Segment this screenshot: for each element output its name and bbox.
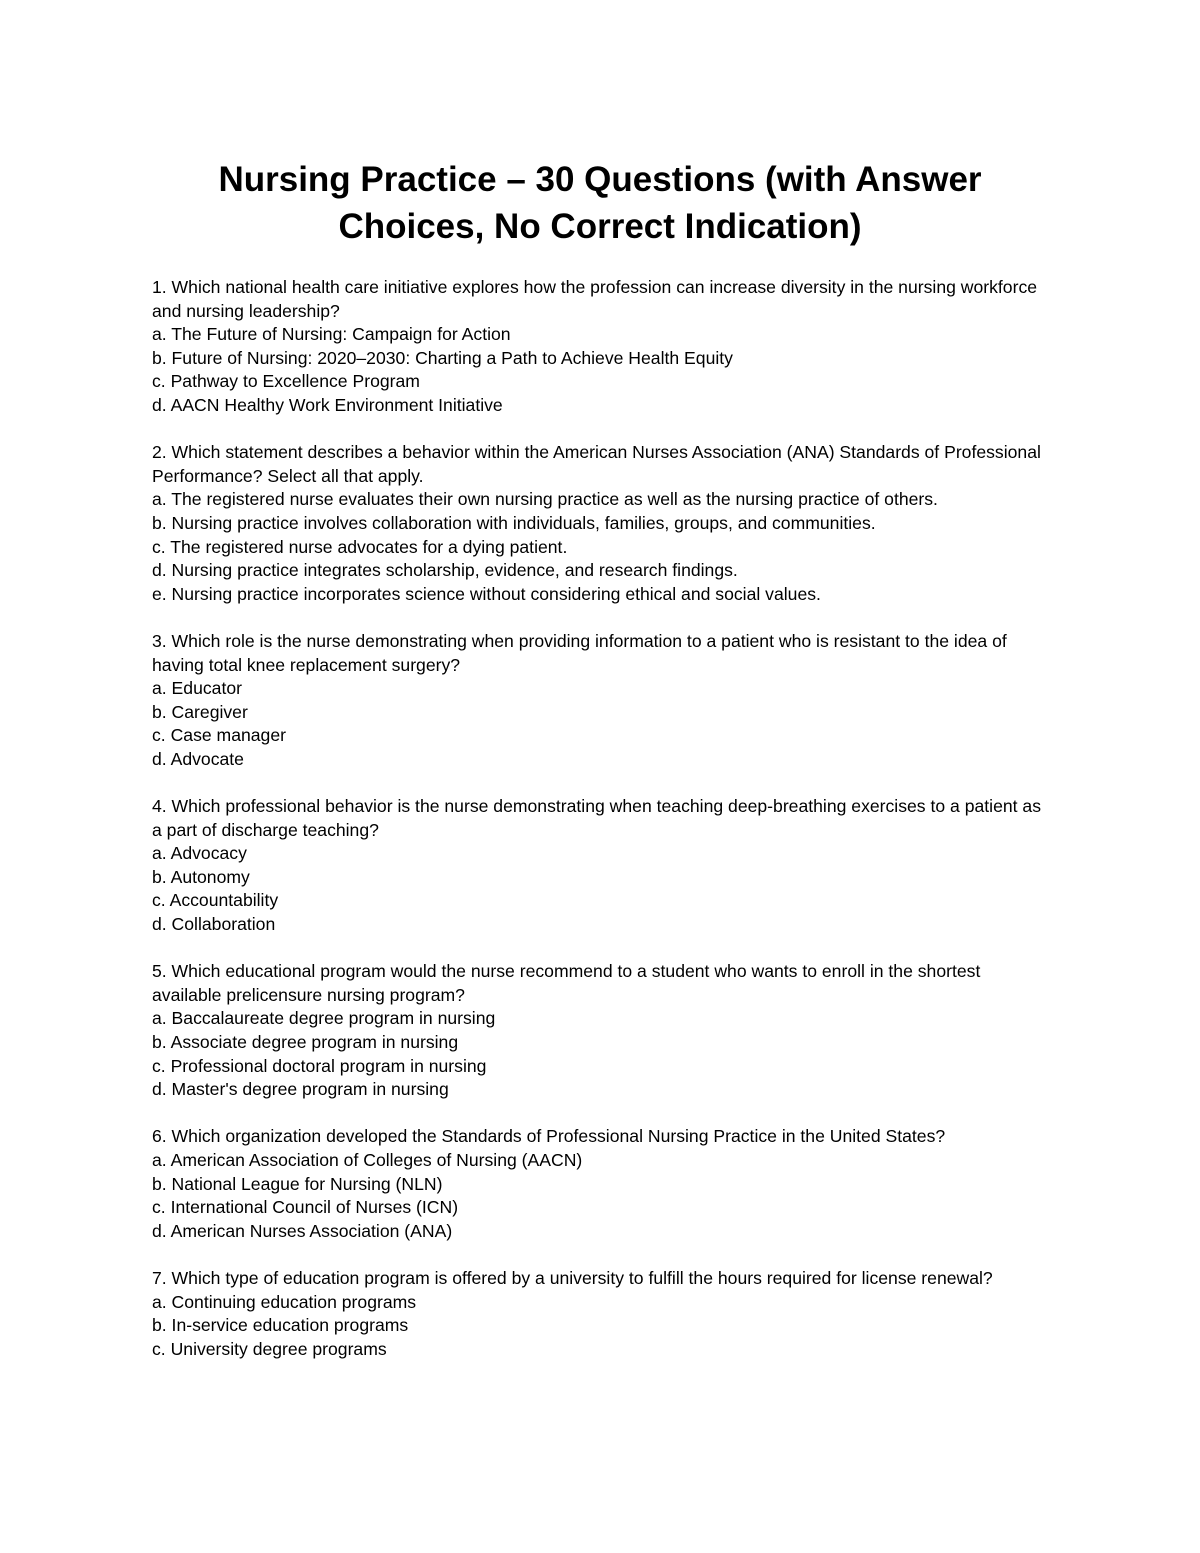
question-text: 6. Which organization developed the Standards of Professional Nursing Practice in the United States? <box>152 1126 946 1147</box>
question-2 <box>152 441 1052 606</box>
answer-option: b. Caregiver <box>152 701 248 722</box>
question-text: 5. Which educational program would the nurse recommend to a student who wants to enroll in the shortest available prelicensure nursing program? <box>152 961 981 1005</box>
answer-option: b. National League for Nursing (NLN) <box>152 1173 443 1194</box>
answer-option: d. AACN Healthy Work Environment Initiative <box>152 394 503 415</box>
answer-option: d. Nursing practice integrates scholarship, evidence, and research findings. <box>152 560 738 581</box>
answer-option: c. Professional doctoral program in nursing <box>152 1055 487 1076</box>
answer-option: b. Future of Nursing: 2020–2030: Charting a Path to Achieve Health Equity <box>152 347 733 368</box>
answer-option: b. Associate degree program in nursing <box>152 1032 459 1052</box>
answer-option: c. Case manager <box>152 725 286 746</box>
question-4 <box>152 795 1052 937</box>
question-text: 7. Which type of education program is offered by a university to fulfill the hours required for license renewal? <box>152 1267 993 1288</box>
question-7 <box>152 1267 1052 1361</box>
questions-list <box>152 276 1052 1385</box>
answer-option: d. Advocate <box>152 748 244 769</box>
question-5 <box>152 960 1052 1102</box>
answer-option: c. Accountability <box>152 890 279 911</box>
answer-option: d. Master's degree program in nursing <box>152 1079 449 1100</box>
answer-option: a. Advocacy <box>152 843 247 864</box>
question-text: 4. Which professional behavior is the nurse demonstrating when teaching deep-breathing exercises to a patient as a part of discharge teaching? <box>152 796 1042 840</box>
answer-option: a. Baccalaureate degree program in nursing <box>152 1008 496 1029</box>
question-text: 1. Which national health care initiative explores how the profession can increase diversity in the nursing workforce and nursing leadership? <box>152 277 1038 321</box>
question-6 <box>152 1125 1052 1243</box>
title-line-1: Nursing Practice – 30 Questions (with Answer <box>218 160 982 199</box>
answer-option: c. International Council of Nurses (ICN) <box>152 1197 459 1218</box>
answer-option: a. Educator <box>152 678 242 699</box>
answer-option: c. The registered nurse advocates for a dying patient. <box>152 536 568 557</box>
answer-option: c. Pathway to Excellence Program <box>152 371 420 392</box>
answer-option: a. American Association of Colleges of Nursing (AACN) <box>152 1149 583 1170</box>
answer-option: b. Nursing practice involves collaboration with individuals, families, groups, and communities. <box>152 512 876 533</box>
answer-option: d. American Nurses Association (ANA) <box>152 1220 453 1241</box>
answer-option: a. The Future of Nursing: Campaign for Action <box>152 324 511 345</box>
question-text: 2. Which statement describes a behavior within the American Nurses Association (ANA) Standards of Professional Performance? Select all that apply. <box>152 442 1041 486</box>
answer-option: a. Continuing education programs <box>152 1291 417 1312</box>
title-line-2: Choices, No Correct Indication) <box>338 207 862 246</box>
question-1 <box>152 276 1052 418</box>
question-text: 3. Which role is the nurse demonstrating when providing information to a patient who is resistant to the idea of having total knee replacement surgery? <box>152 630 1007 675</box>
question-3 <box>152 630 1052 772</box>
answer-option: e. Nursing practice incorporates science without considering ethical and social values. <box>152 583 821 604</box>
answer-option: b. In-service education programs <box>152 1315 409 1336</box>
answer-option: c. University degree programs <box>152 1338 387 1359</box>
document-title <box>150 156 1050 250</box>
answer-option: b. Autonomy <box>152 866 250 887</box>
answer-option: a. The registered nurse evaluates their own nursing practice as well as the nursing practice of others. <box>152 489 938 510</box>
answer-option: d. Collaboration <box>152 914 276 935</box>
